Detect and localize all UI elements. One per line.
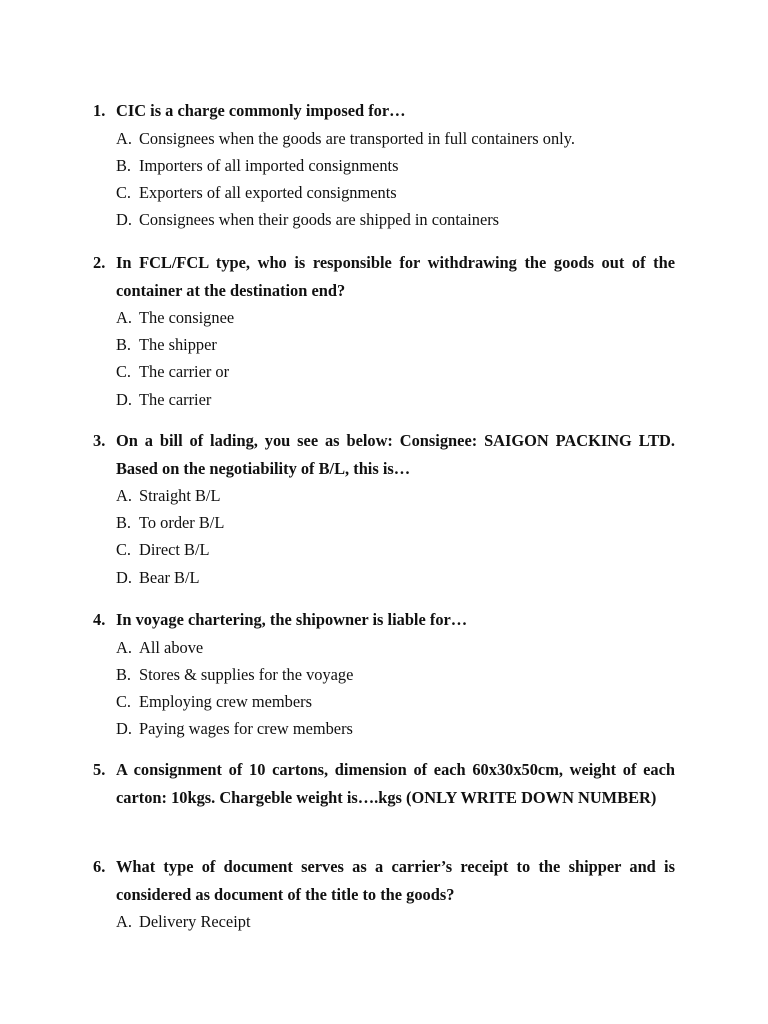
option-letter: B. (116, 664, 132, 684)
option-letter: A. (116, 486, 132, 505)
option-letter: B. (116, 155, 132, 175)
question-stem (93, 756, 675, 811)
option-a (116, 908, 675, 935)
option-letter: A. (116, 637, 132, 657)
option-d (116, 386, 675, 413)
option-b (116, 661, 675, 688)
option-c (116, 179, 675, 206)
option-text: Consignees when their goods are shipped in containers (139, 210, 500, 230)
question-number: 1. (93, 101, 106, 120)
question-text: What type of document serves as a carrier’s receipt to the shipper and is considered as document of the title to the goods? (116, 857, 675, 904)
option-letter: D. (116, 389, 132, 409)
option-letter: B. (116, 513, 132, 533)
option-text: The consignee (139, 308, 235, 327)
option-text: Exporters of all exported consignments (139, 182, 397, 202)
option-text: Stores & supplies for the voyage (139, 664, 354, 684)
option-letter: C. (116, 540, 132, 560)
option-letter: A. (116, 912, 132, 931)
option-text: Employing crew members (139, 691, 312, 711)
question-6 (93, 853, 675, 935)
question-text: CIC is a charge commonly imposed for… (116, 101, 406, 120)
option-b (116, 152, 675, 179)
question-stem (93, 97, 675, 125)
question-text: On a bill of lading, you see as below: Consignee: SAIGON PACKING LTD. Based on the negotiability of B/L, this is… (116, 431, 675, 478)
option-text: Bear B/L (139, 567, 200, 587)
question-stem (93, 249, 675, 304)
option-letter: C. (116, 362, 132, 382)
option-c (116, 536, 675, 563)
option-text: To order B/L (139, 513, 225, 533)
option-text: Direct B/L (139, 540, 210, 560)
option-d (116, 206, 675, 233)
option-a (116, 304, 675, 331)
question-number: 2. (93, 253, 106, 272)
question-number: 6. (93, 857, 106, 876)
option-letter: D. (116, 719, 132, 739)
option-b (116, 509, 675, 536)
option-letter: A. (116, 308, 132, 327)
option-text: Consignees when the goods are transported in full containers only. (139, 128, 575, 148)
option-text: The shipper (139, 335, 217, 355)
option-a (116, 634, 675, 661)
option-c (116, 358, 675, 385)
question-stem (93, 427, 675, 482)
option-letter: B. (116, 335, 132, 355)
question-number: 3. (93, 431, 106, 450)
option-list (93, 125, 675, 234)
option-list (93, 304, 675, 413)
option-text: The carrier (139, 389, 212, 409)
option-a (116, 125, 675, 152)
question-stem (93, 606, 675, 634)
question-2 (93, 249, 675, 413)
question-text: In voyage chartering, the shipowner is liable for… (116, 610, 468, 629)
option-letter: C. (116, 691, 132, 711)
option-list (93, 634, 675, 743)
option-list (93, 482, 675, 591)
option-text: All above (139, 637, 204, 657)
question-5 (93, 756, 675, 811)
option-letter: D. (116, 210, 132, 230)
option-d (116, 715, 675, 742)
option-letter: D. (116, 567, 132, 587)
question-text: A consignment of 10 cartons, dimension of each 60x30x50cm, weight of each carton: 10kgs. Chargeble weight is….kgs (ONLY WRITE DOWN NUMBER) (116, 760, 675, 807)
question-stem (93, 853, 675, 908)
question-number: 5. (93, 760, 106, 779)
question-4 (93, 606, 675, 742)
question-number: 4. (93, 610, 106, 629)
option-b (116, 331, 675, 358)
question-3 (93, 427, 675, 591)
option-text: Straight B/L (139, 486, 221, 505)
option-letter: A. (116, 128, 132, 148)
option-c (116, 688, 675, 715)
option-a (116, 482, 675, 509)
question-text: In FCL/FCL type, who is responsible for withdrawing the goods out of the container at the destination end? (116, 253, 675, 300)
option-text: The carrier or (139, 362, 230, 382)
option-text: Importers of all imported consignments (139, 155, 399, 175)
option-text: Delivery Receipt (139, 912, 251, 931)
option-list (93, 908, 675, 935)
question-1 (93, 97, 675, 233)
option-letter: C. (116, 182, 132, 202)
option-text: Paying wages for crew members (139, 719, 353, 739)
option-d (116, 564, 675, 591)
